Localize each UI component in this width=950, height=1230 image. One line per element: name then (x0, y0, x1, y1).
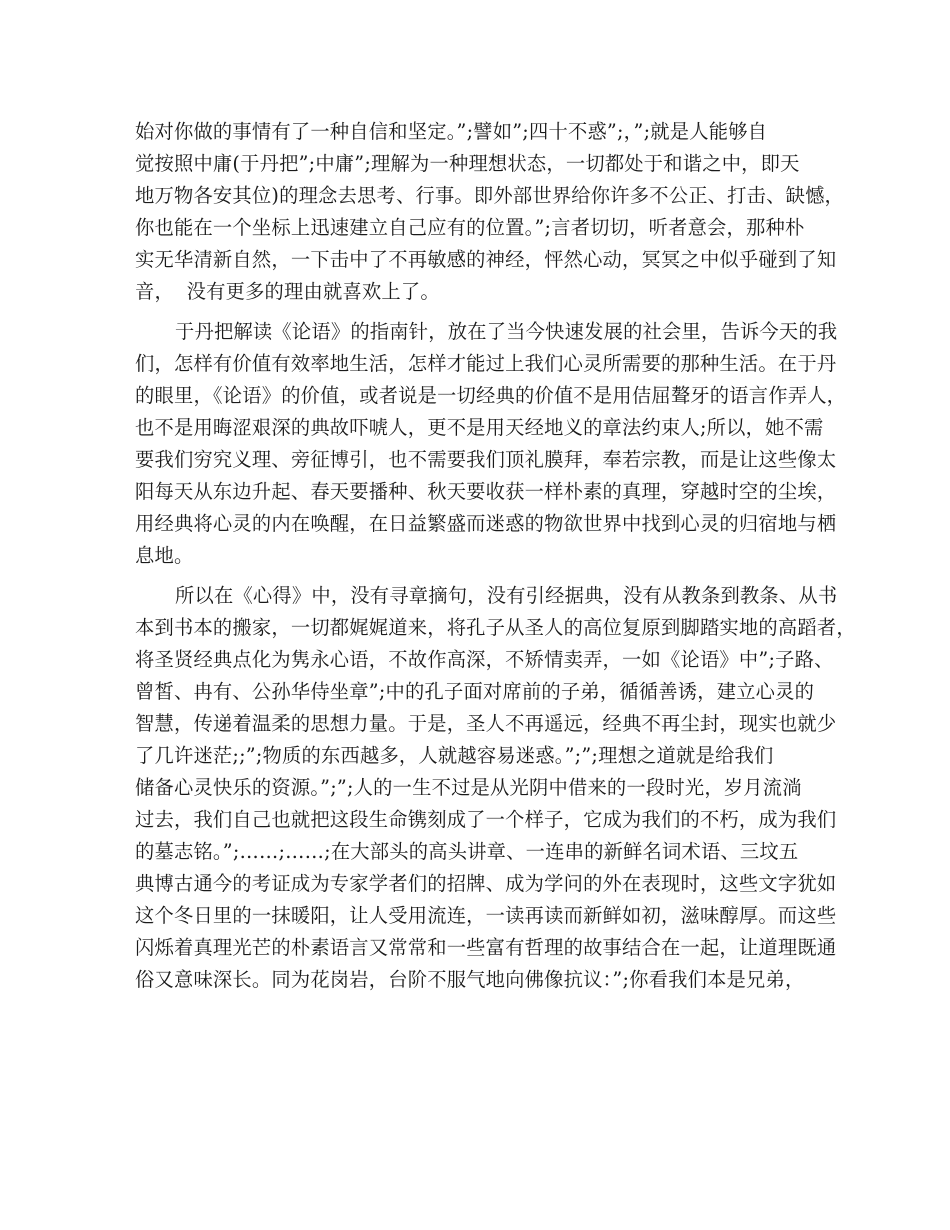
text-line: 也不是用晦涩艰深的典故吓唬人，更不是用天经地义的章法约束人;所以，她不需 (135, 416, 824, 439)
text-line: 始对你做的事情有了一种自信和坚定。”;譬如”;四十不惑”;，”;就是人能够自 (135, 120, 768, 143)
text-line: 音， 没有更多的理由就喜欢上了。 (135, 280, 440, 303)
text-line: 所以在《心得》中，没有寻章摘句，没有引经据典，没有从教条到教条、从书 (175, 584, 838, 607)
text-line: 阳每天从东边升起、春天要播种、秋天要收获一样朴素的真理，穿越时空的尘埃， (135, 480, 837, 503)
paragraph-gap (135, 572, 815, 580)
paragraph-1 (135, 116, 845, 308)
text-line: 要我们穷究义理、旁征博引，也不需要我们顶礼膜拜，奉若宗教，而是让这些像太 (135, 448, 837, 471)
text-line: 闪烁着真理光芒的朴素语言又常常和一些富有哲理的故事结合在一起，让道理既通 (135, 936, 837, 959)
text-line: 你也能在一个坐标上迅速建立自己应有的位置。”;言者切切，听者意会，那种朴 (135, 216, 805, 239)
paragraph-2 (135, 316, 847, 572)
text-line: 的眼里，《论语》的价值，或者说是一切经典的价值不是用佶屈聱牙的语言作弄人， (135, 384, 847, 407)
paragraph-3 (135, 580, 856, 996)
text-line: 曾皙、冉有、公孙华侍坐章”;中的孔子面对席前的子弟，循循善诱，建立心灵的 (135, 680, 815, 703)
text-line: 息地。 (135, 544, 194, 567)
text-line: 储备心灵快乐的资源。”;”;人的一生不过是从光阴中借来的一段时光，岁月流淌 (135, 776, 802, 799)
text-line: 将圣贤经典点化为隽永心语，不故作高深，不矫情卖弄，一如《论语》中”;子路、 (135, 648, 834, 671)
text-line: 典博古通今的考证成为专家学者们的招牌、成为学问的外在表现时，这些文字犹如 (135, 872, 837, 895)
text-line: 这个冬日里的一抹暖阳，让人受用流连，一读再读而新鲜如初，滋味醇厚。而这些 (135, 904, 837, 927)
text-line: 于丹把解读《论语》的指南针，放在了当今快速发展的社会里，告诉今天的我 (175, 320, 838, 343)
text-line: 了几许迷茫;;”;物质的东西越多，人就越容易迷惑。”;”;理想之道就是给我们 (135, 744, 774, 767)
text-line: 用经典将心灵的内在唤醒，在日益繁盛而迷惑的物欲世界中找到心灵的归宿地与栖 (135, 512, 837, 535)
text-line: 地万物各安其位)的理念去思考、行事。即外部世界给你许多不公正、打击、缺憾， (135, 184, 845, 207)
text-line: 俗又意味深长。同为花岗岩，台阶不服气地向佛像抗议：”;你看我们本是兄弟， (135, 968, 805, 991)
paragraph-gap (135, 308, 815, 316)
text-line: 们，怎样有价值有效率地生活，怎样才能过上我们心灵所需要的那种生活。在于丹 (135, 352, 837, 375)
text-line: 的墓志铭。”;……;……;在大部头的高头讲章、一连串的新鲜名词术语、三坟五 (135, 840, 799, 863)
text-line: 本到书本的搬家，一切都娓娓道来，将孔子从圣人的高位复原到脚踏实地的高蹈者， (135, 616, 856, 639)
text-line: 智慧，传递着温柔的思想力量。于是，圣人不再遥远，经典不再尘封，现实也就少 (135, 712, 837, 735)
document-body (135, 116, 856, 996)
text-line: 觉按照中庸(于丹把”;中庸”;理解为一种理想状态，一切都处于和谐之中，即天 (135, 152, 800, 175)
text-line: 过去，我们自己也就把这段生命镌刻成了一个样子，它成为我们的不朽，成为我们 (135, 808, 837, 831)
text-line: 实无华清新自然，一下击中了不再敏感的神经，怦然心动，冥冥之中似乎碰到了知 (135, 248, 837, 271)
